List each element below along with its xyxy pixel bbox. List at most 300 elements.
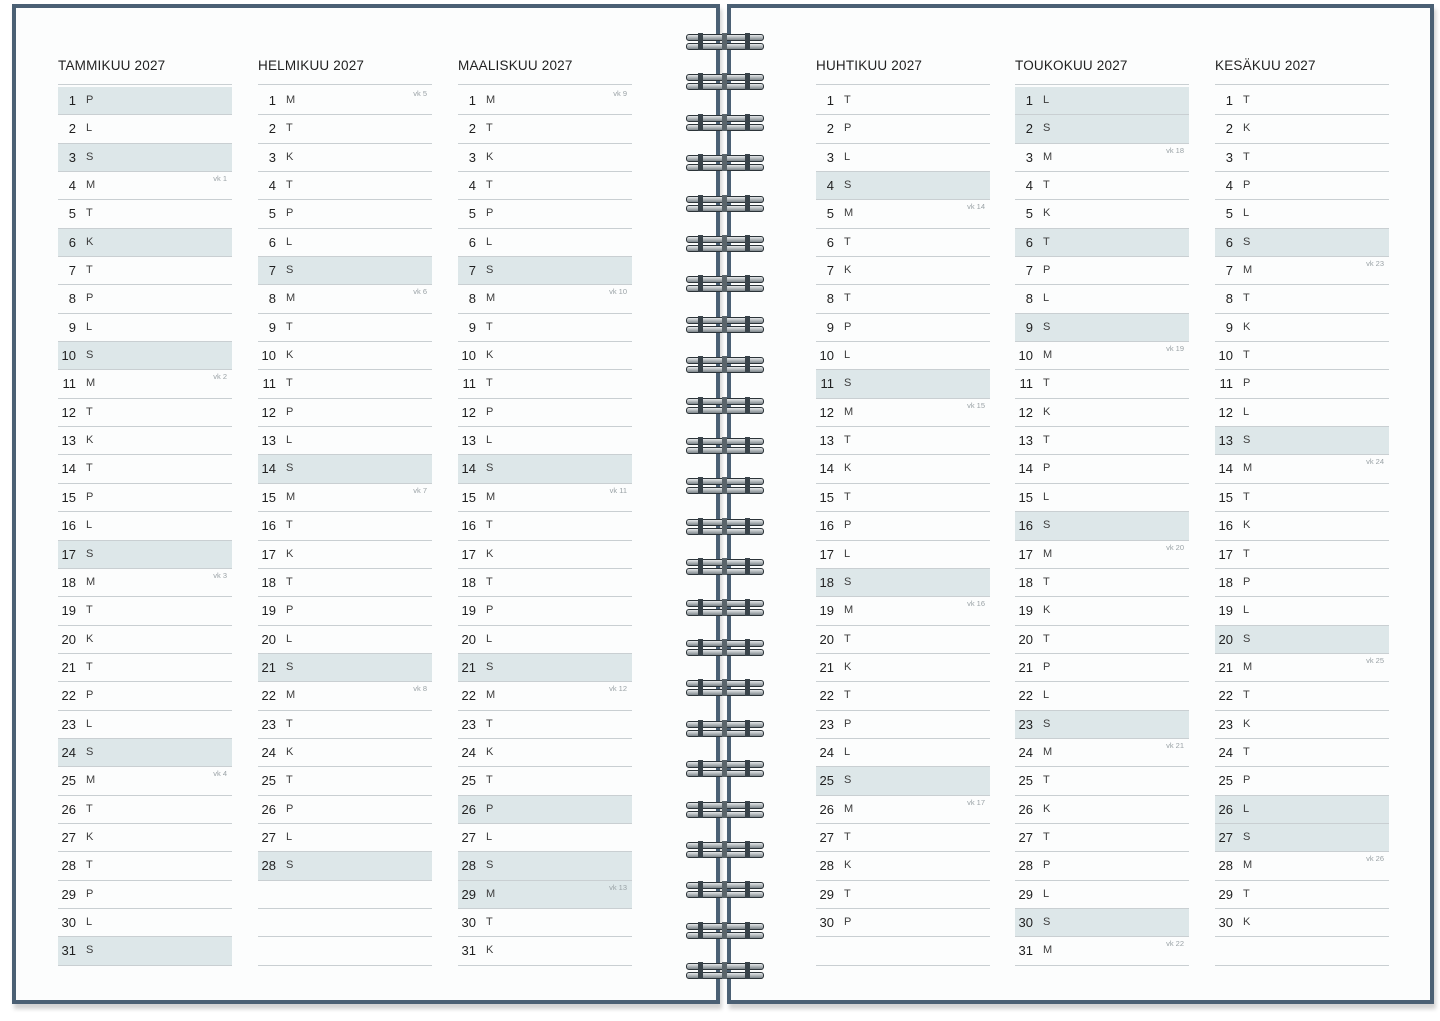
weekday-letter: T	[286, 575, 293, 588]
week-number: vk 18	[1166, 145, 1184, 155]
day-number: 28	[819, 858, 834, 874]
day-row	[816, 200, 990, 228]
weekday-letter: L	[844, 547, 851, 560]
day-row	[258, 484, 432, 512]
day-number: 11	[62, 376, 76, 392]
week-number: vk 6	[413, 287, 427, 297]
weekday-letter: S	[286, 462, 294, 475]
day-number: 6	[68, 234, 76, 250]
day-number: 18	[461, 574, 476, 590]
day-row	[58, 937, 232, 965]
weekday-letter: P	[86, 490, 94, 503]
day-number: 26	[461, 801, 476, 817]
day-row	[816, 739, 990, 767]
weekday-letter: T	[486, 915, 493, 928]
weekday-letter: P	[286, 207, 294, 220]
day-number: 15	[1018, 489, 1033, 505]
day-number: 8	[826, 291, 834, 307]
day-number: 27	[261, 829, 276, 845]
day-row	[458, 881, 632, 909]
day-number: 5	[826, 206, 834, 222]
day-row	[58, 144, 232, 172]
day-row	[58, 541, 232, 569]
weekday-letter: T	[86, 604, 93, 617]
weekday-letter: P	[86, 887, 94, 900]
weekday-letter: M	[286, 292, 296, 305]
weekday-letter: P	[486, 405, 494, 418]
day-number: 16	[461, 518, 476, 534]
day-row	[816, 626, 990, 654]
day-row	[58, 711, 232, 739]
day-number: 16	[1018, 518, 1033, 534]
spiral-ring	[686, 882, 762, 898]
spiral-ring	[686, 438, 762, 454]
day-number: 25	[261, 773, 276, 789]
day-number: 28	[1218, 858, 1233, 874]
day-number: 31	[461, 943, 476, 959]
weekday-letter: K	[844, 660, 852, 673]
week-number: vk 23	[1366, 259, 1384, 269]
weekday-letter: K	[486, 745, 494, 758]
spiral-ring	[686, 357, 762, 373]
day-number: 15	[261, 489, 276, 505]
day-number: 11	[820, 376, 834, 392]
day-number: 20	[1218, 631, 1233, 647]
day-row	[258, 909, 432, 937]
day-number: 24	[261, 744, 276, 760]
week-number: vk 2	[213, 372, 227, 382]
weekday-letter: T	[286, 122, 293, 135]
day-number: 24	[61, 744, 76, 760]
day-number: 30	[61, 914, 76, 930]
weekday-letter: M	[1043, 547, 1053, 560]
day-row	[458, 87, 632, 115]
weekday-letter: M	[1043, 349, 1053, 362]
day-row	[58, 370, 232, 398]
day-row	[58, 767, 232, 795]
day-row	[816, 484, 990, 512]
day-number: 27	[1218, 829, 1233, 845]
weekday-letter: K	[486, 547, 494, 560]
day-row	[816, 881, 990, 909]
day-number: 28	[61, 858, 76, 874]
day-number: 24	[461, 744, 476, 760]
day-row	[258, 767, 432, 795]
day-number: 17	[1218, 546, 1233, 562]
weekday-letter: K	[86, 434, 94, 447]
weekday-letter: T	[1243, 887, 1250, 900]
day-row	[1215, 739, 1389, 767]
title-rule	[1015, 84, 1189, 85]
day-row	[816, 229, 990, 257]
day-row	[816, 541, 990, 569]
day-row	[458, 200, 632, 228]
weekday-letter: M	[486, 94, 496, 106]
day-row	[58, 399, 232, 427]
spiral-ring	[686, 317, 762, 333]
day-number: 12	[61, 404, 76, 420]
day-row	[58, 87, 232, 115]
day-number: 31	[61, 943, 76, 959]
day-row	[258, 229, 432, 257]
day-row	[816, 597, 990, 625]
spiral-ring	[686, 559, 762, 575]
day-row	[1215, 484, 1389, 512]
weekday-letter: L	[86, 122, 93, 135]
day-row	[816, 654, 990, 682]
day-row	[58, 852, 232, 880]
day-number: 3	[268, 149, 276, 165]
day-number: 7	[1225, 263, 1233, 279]
weekday-letter: K	[1043, 207, 1051, 220]
weekday-letter: T	[1243, 292, 1250, 305]
day-number: 3	[468, 149, 476, 165]
day-number: 4	[1025, 178, 1033, 194]
weekday-letter: T	[286, 179, 293, 192]
weekday-letter: S	[286, 859, 294, 872]
weekday-letter: T	[844, 490, 851, 503]
weekday-letter: T	[1243, 547, 1250, 560]
day-row	[458, 172, 632, 200]
weekday-letter: T	[1243, 150, 1250, 163]
day-number: 4	[268, 178, 276, 194]
weekday-letter: T	[1043, 179, 1050, 192]
day-row	[1015, 342, 1189, 370]
weekday-letter: P	[844, 320, 852, 333]
day-row	[258, 257, 432, 285]
day-number: 21	[1018, 659, 1033, 675]
month-title: TAMMIKUU 2027	[58, 58, 166, 73]
day-number: 6	[826, 234, 834, 250]
week-number: vk 1	[213, 174, 227, 184]
week-number: vk 26	[1366, 854, 1384, 864]
weekday-letter: S	[486, 462, 494, 475]
weekday-letter: T	[844, 292, 851, 305]
weekday-letter: T	[86, 462, 93, 475]
day-row	[58, 229, 232, 257]
day-row	[458, 370, 632, 398]
weekday-letter: L	[1043, 292, 1050, 305]
week-number: vk 21	[1166, 740, 1184, 750]
day-number: 7	[826, 263, 834, 279]
day-row	[1015, 484, 1189, 512]
day-number: 28	[461, 858, 476, 874]
day-number: 29	[61, 886, 76, 902]
spiral-ring	[686, 74, 762, 90]
day-number: 22	[261, 688, 276, 704]
day-row	[1015, 229, 1189, 257]
day-row	[1015, 597, 1189, 625]
day-number: 9	[268, 319, 276, 335]
weekday-letter: S	[286, 660, 294, 673]
day-number: 26	[261, 801, 276, 817]
weekday-letter: S	[86, 349, 94, 362]
spiral-ring	[686, 155, 762, 171]
day-number: 24	[819, 744, 834, 760]
weekday-letter: T	[86, 802, 93, 815]
day-number: 17	[819, 546, 834, 562]
day-number: 23	[1018, 716, 1033, 732]
day-row	[1015, 796, 1189, 824]
day-number: 5	[1025, 206, 1033, 222]
weekday-letter: T	[486, 519, 493, 532]
day-row	[458, 654, 632, 682]
day-number: 14	[261, 461, 276, 477]
weekday-letter: L	[1043, 689, 1050, 702]
day-number: 19	[1218, 603, 1233, 619]
day-number: 8	[68, 291, 76, 307]
day-row	[258, 87, 432, 115]
weekday-letter: L	[1043, 490, 1050, 503]
day-number: 8	[1025, 291, 1033, 307]
day-row	[816, 399, 990, 427]
day-row	[58, 597, 232, 625]
day-row	[458, 342, 632, 370]
weekday-letter: P	[844, 717, 852, 730]
week-number: vk 9	[613, 89, 627, 98]
day-row	[1015, 370, 1189, 398]
day-number: 23	[819, 716, 834, 732]
day-row	[1215, 314, 1389, 342]
day-row	[458, 739, 632, 767]
weekday-letter: T	[844, 434, 851, 447]
day-list	[1215, 87, 1389, 966]
weekday-letter: T	[1043, 377, 1050, 390]
day-row	[816, 569, 990, 597]
day-number: 20	[61, 631, 76, 647]
weekday-letter: M	[286, 94, 296, 106]
weekday-letter: P	[486, 604, 494, 617]
day-row	[816, 512, 990, 540]
weekday-letter: T	[86, 660, 93, 673]
spiral-ring	[686, 721, 762, 737]
day-number: 25	[1218, 773, 1233, 789]
weekday-letter: K	[1243, 717, 1251, 730]
day-number: 21	[261, 659, 276, 675]
day-number: 4	[826, 178, 834, 194]
day-number: 2	[1025, 121, 1033, 137]
day-number: 2	[268, 121, 276, 137]
day-row	[458, 144, 632, 172]
spiral-ring	[686, 34, 762, 50]
day-row	[258, 597, 432, 625]
weekday-letter: P	[1043, 264, 1051, 277]
weekday-letter: T	[486, 179, 493, 192]
day-number: 30	[1018, 914, 1033, 930]
day-row	[816, 342, 990, 370]
weekday-letter: L	[1043, 94, 1050, 106]
weekday-letter: P	[844, 122, 852, 135]
day-number: 10	[461, 348, 476, 364]
day-number: 30	[1218, 914, 1233, 930]
day-number: 22	[819, 688, 834, 704]
day-row	[458, 257, 632, 285]
day-number: 8	[1225, 291, 1233, 307]
day-number: 20	[819, 631, 834, 647]
day-number: 13	[461, 433, 476, 449]
day-row	[258, 455, 432, 483]
day-row	[58, 314, 232, 342]
week-number: vk 4	[213, 769, 227, 779]
day-number: 3	[1025, 149, 1033, 165]
day-row	[1215, 569, 1389, 597]
day-number: 30	[461, 914, 476, 930]
day-number: 8	[268, 291, 276, 307]
day-row	[258, 399, 432, 427]
week-number: vk 5	[413, 89, 427, 98]
day-number: 12	[261, 404, 276, 420]
weekday-letter: L	[486, 434, 493, 447]
day-list	[1015, 87, 1189, 966]
day-row	[58, 455, 232, 483]
weekday-letter: T	[286, 774, 293, 787]
day-row	[58, 342, 232, 370]
weekday-letter: K	[286, 150, 294, 163]
weekday-letter: M	[1043, 745, 1053, 758]
day-row	[1215, 115, 1389, 143]
day-row	[458, 427, 632, 455]
day-number: 11	[1219, 376, 1233, 392]
weekday-letter: M	[1043, 150, 1053, 163]
day-number: 1	[468, 93, 476, 108]
day-number: 1	[1025, 93, 1033, 108]
weekday-letter: P	[1243, 774, 1251, 787]
day-number: 9	[1025, 319, 1033, 335]
spiral-ring	[686, 680, 762, 696]
day-number: 23	[461, 716, 476, 732]
weekday-letter: K	[1243, 519, 1251, 532]
weekday-letter: T	[286, 519, 293, 532]
left-page	[12, 4, 720, 1004]
weekday-letter: M	[844, 207, 854, 220]
week-number: vk 20	[1166, 542, 1184, 552]
weekday-letter: P	[86, 94, 94, 106]
weekday-letter: S	[86, 547, 94, 560]
day-row	[58, 626, 232, 654]
day-row	[1215, 455, 1389, 483]
day-number: 23	[1218, 716, 1233, 732]
day-number: 28	[261, 858, 276, 874]
weekday-letter: T	[486, 717, 493, 730]
day-number: 26	[1218, 801, 1233, 817]
day-row	[258, 314, 432, 342]
day-number: 6	[468, 234, 476, 250]
day-row	[1015, 569, 1189, 597]
day-row	[458, 541, 632, 569]
week-number: vk 11	[609, 485, 627, 495]
spiral-ring	[686, 276, 762, 292]
weekday-letter: P	[86, 292, 94, 305]
day-number: 8	[468, 291, 476, 307]
spiral-ring	[686, 519, 762, 535]
day-number: 26	[61, 801, 76, 817]
day-number: 17	[61, 546, 76, 562]
day-row	[1015, 115, 1189, 143]
day-row	[816, 796, 990, 824]
day-number: 14	[819, 461, 834, 477]
day-number: 24	[1218, 744, 1233, 760]
weekday-letter: T	[1043, 575, 1050, 588]
weekday-letter: M	[486, 490, 496, 503]
day-row	[458, 569, 632, 597]
weekday-letter: M	[86, 774, 96, 787]
day-row	[458, 455, 632, 483]
weekday-letter: T	[1243, 490, 1250, 503]
day-row	[458, 909, 632, 937]
weekday-letter: K	[1043, 405, 1051, 418]
day-row	[1015, 767, 1189, 795]
day-row	[258, 285, 432, 313]
weekday-letter: M	[86, 377, 96, 390]
day-row	[816, 314, 990, 342]
spiral-ring	[686, 398, 762, 414]
weekday-letter: K	[844, 462, 852, 475]
day-row	[1215, 824, 1389, 852]
day-row	[1215, 512, 1389, 540]
day-row	[258, 626, 432, 654]
weekday-letter: L	[1043, 887, 1050, 900]
day-number: 20	[1018, 631, 1033, 647]
weekday-letter: K	[86, 632, 94, 645]
weekday-letter: K	[486, 349, 494, 362]
spiral-ring	[686, 761, 762, 777]
right-page	[727, 4, 1434, 1004]
weekday-letter: T	[1043, 235, 1050, 248]
weekday-letter: L	[1243, 405, 1250, 418]
weekday-letter: K	[1243, 320, 1251, 333]
day-row	[458, 115, 632, 143]
day-number: 10	[261, 348, 276, 364]
day-row	[458, 767, 632, 795]
weekday-letter: T	[844, 235, 851, 248]
weekday-letter: S	[86, 944, 94, 957]
day-number: 27	[461, 829, 476, 845]
day-row	[1015, 314, 1189, 342]
day-row	[816, 767, 990, 795]
weekday-letter: T	[844, 830, 851, 843]
day-number: 16	[61, 518, 76, 534]
weekday-letter: L	[1243, 207, 1250, 220]
weekday-letter: S	[86, 745, 94, 758]
weekday-letter: P	[286, 802, 294, 815]
day-row	[58, 427, 232, 455]
day-row	[1215, 541, 1389, 569]
week-number: vk 22	[1166, 939, 1184, 949]
day-number: 22	[61, 688, 76, 704]
weekday-letter: P	[844, 915, 852, 928]
month-title: TOUKOKUU 2027	[1015, 58, 1128, 73]
day-number: 3	[68, 149, 76, 165]
day-row	[816, 711, 990, 739]
day-number: 5	[468, 206, 476, 222]
weekday-letter: P	[1043, 660, 1051, 673]
day-number: 22	[1018, 688, 1033, 704]
day-number: 27	[61, 829, 76, 845]
day-number: 13	[819, 433, 834, 449]
day-row	[816, 144, 990, 172]
day-row	[458, 399, 632, 427]
week-number: vk 16	[967, 599, 985, 609]
day-row	[1215, 172, 1389, 200]
day-row	[816, 824, 990, 852]
day-row	[458, 937, 632, 965]
day-number: 21	[819, 659, 834, 675]
spiral-ring	[686, 640, 762, 656]
weekday-letter: L	[86, 915, 93, 928]
day-number: 19	[819, 603, 834, 619]
day-row	[1215, 937, 1389, 965]
day-number: 9	[468, 319, 476, 335]
